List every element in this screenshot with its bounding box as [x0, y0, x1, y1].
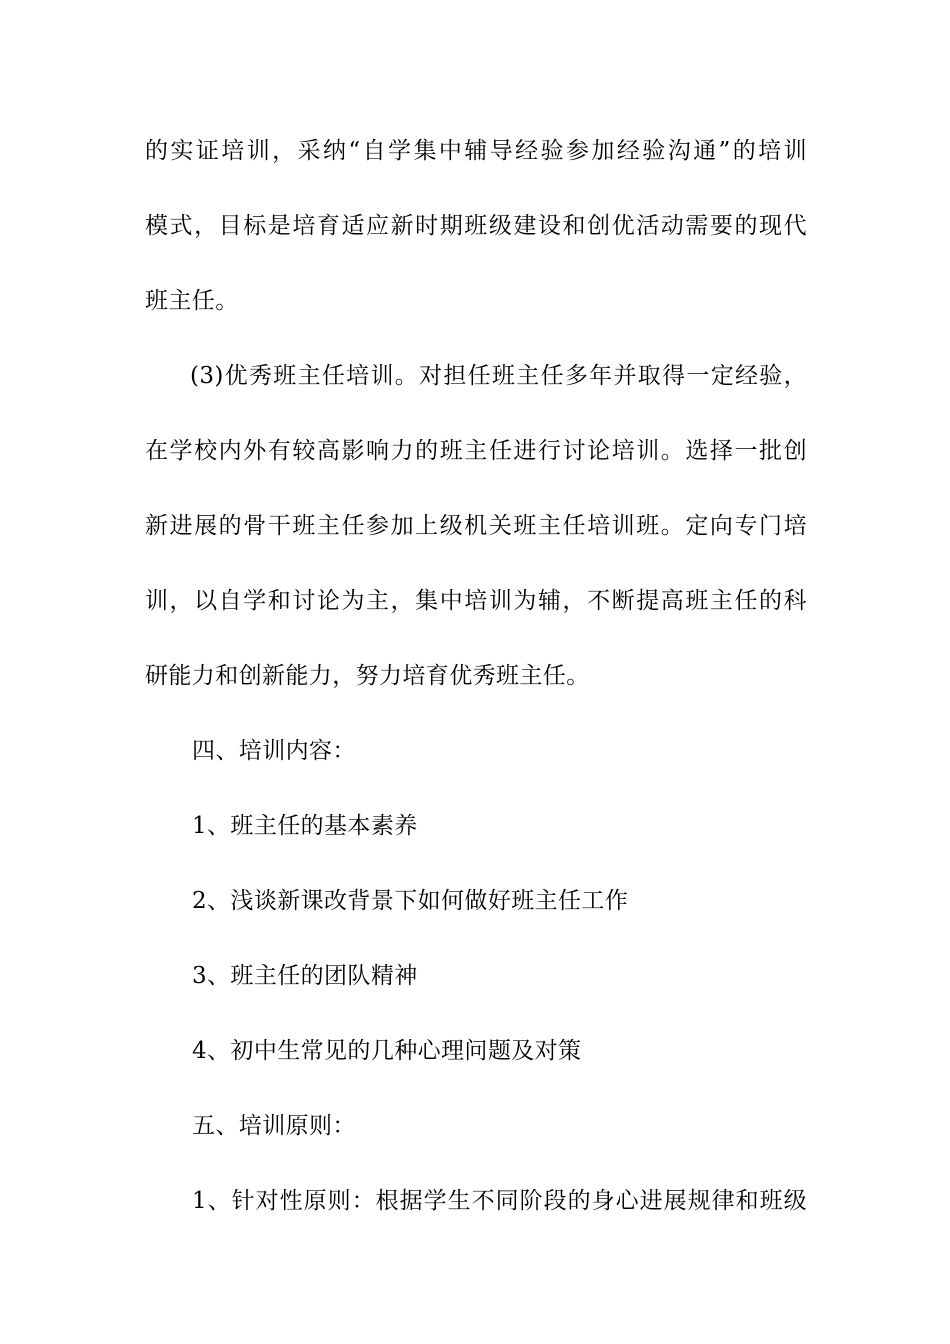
list-item: 4、初中生常见的几种心理问题及对策: [192, 1038, 582, 1064]
section-heading: 五、培训原则：: [192, 1113, 356, 1139]
paragraph-line: 在学校内外有较高影响力的班主任进行讨论培训。选择一批创: [145, 438, 807, 464]
list-item: 3、班主任的团队精神: [192, 963, 418, 989]
section-heading: 四、培训内容：: [192, 738, 356, 764]
paragraph-line: (3)优秀班主任培训。对担任班主任多年并取得一定经验，: [190, 363, 807, 389]
list-item: 1、班主任的基本素养: [192, 813, 418, 839]
list-item: 1、针对性原则：根据学生不同阶段的身心进展规律和班级: [192, 1188, 807, 1214]
paragraph-line: 新进展的骨干班主任参加上级机关班主任培训班。定向专门培: [145, 513, 807, 539]
paragraph-line: 班主任。: [145, 288, 239, 314]
paragraph-line: 研能力和创新能力，努力培育优秀班主任。: [145, 663, 590, 689]
paragraph-line: 的实证培训，采纳“自学集中辅导经验参加经验沟通”的培训: [145, 138, 807, 164]
paragraph-line: 模式，目标是培育适应新时期班级建设和创优活动需要的现代: [145, 213, 807, 239]
paragraph-line: 训，以自学和讨论为主，集中培训为辅，不断提高班主任的科: [145, 588, 807, 614]
list-item: 2、浅谈新课改背景下如何做好班主任工作: [192, 888, 629, 914]
